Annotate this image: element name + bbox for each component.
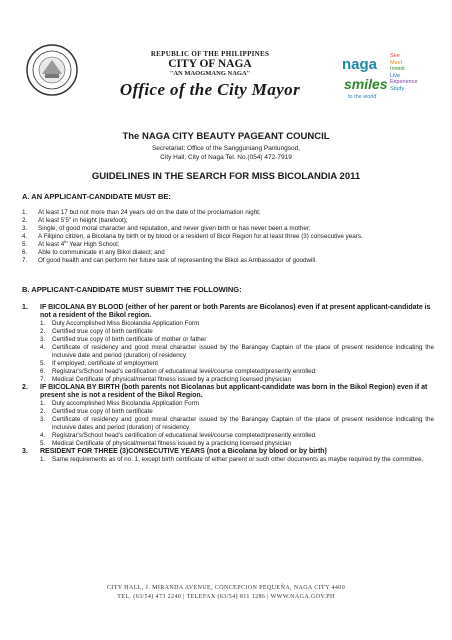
footer-contact: TEL. (63/54) 473 2240 | TELEFAX (63/54) 811 1286 | WWW.NAGA.GOV.PH	[117, 594, 335, 600]
republic-line: REPUBLIC OF THE PHILIPPINES	[150, 50, 270, 58]
list-item: 1. At least 17 but not more than 24 years old on the date of the proclamation night;	[22, 209, 261, 216]
logo-word: See	[390, 53, 400, 59]
footer-address: CITY HALL, J. MIRANDA AVENUE, CONCEPCION PEQUEÑA, NAGA CITY 4400	[106, 585, 346, 591]
section-b-list	[22, 304, 434, 464]
council-address: City Hall, City of Naga Tel. No.(054) 472-7919	[160, 154, 292, 161]
group-title: IF BICOLANA BY BLOOD (either of her parent or both Parents are Bicolanos) even if at present applicant-candidate is not a resident of the Bikol region.	[40, 304, 431, 320]
section-b-heading: B. APPLICANT-CANDIDATE MUST SUBMIT THE FOLLOWING:	[22, 285, 242, 294]
list-item: 2. Certified true copy of birth certificate	[40, 407, 153, 415]
logo-tagline: to the world	[348, 94, 377, 100]
list-item: 5. Medical Certificate of physical/mental fitness issued by a practicing licensed physician	[40, 439, 292, 447]
list-item: 7. Medical Certificate of physical/mental fitness issued by a practicing licensed physician	[40, 375, 292, 383]
naga-smiles-logo	[342, 48, 432, 106]
list-item: 3. Certificate of residency and good moral character issued by the Barangay Captain of the place of present residence indicating the inclusive dates and period (duration) of residency	[40, 415, 434, 431]
list-item: 3. Single, of good moral character and reputation, and never given birth or has never been a mother;	[22, 225, 311, 232]
office-title: Office of the City Mayor	[119, 80, 301, 99]
city-name: CITY OF NAGA	[168, 58, 252, 70]
list-item: 6. Registrar's/School head's certification of educational level/course completed/presently enrolled;	[40, 367, 317, 375]
logo-smiles: smiles	[344, 76, 388, 92]
list-item: 6. Able to communicate in any Bikol dialect; and	[22, 249, 165, 256]
city-seal-icon	[26, 44, 78, 96]
list-item: 3. Certified true copy of birth certificate of mother or father	[40, 336, 207, 344]
city-motto: "AN MAOGMANG NAGA"	[169, 70, 251, 77]
guidelines-title: GUIDELINES IN THE SEARCH FOR MISS BICOLANDIA 2011	[91, 171, 361, 182]
list-item: 4. Certificate of residency and good moral character issued by the Barangay Captain of the place of present residence indicating the inclusive date and period (duration) of residency	[40, 344, 434, 360]
list-item: 5. If employed, certificate of employment	[40, 359, 159, 367]
section-a-list	[22, 209, 434, 265]
letterhead	[100, 50, 320, 100]
logo-word: Live	[390, 72, 401, 79]
logo-brand: naga	[342, 56, 378, 73]
logo-word: Meet	[390, 59, 403, 66]
section-a-heading: A. AN APPLICANT-CANDIDATE MUST BE:	[22, 192, 171, 201]
logo-word: Invest	[390, 66, 405, 72]
list-item: 4. Registrar's/School head's certification of educational level/course completed/presently enrolled	[40, 431, 316, 439]
group-title: RESIDENT FOR THREE (3)CONSECUTIVE YEARS (not a Bicolana by blood or by birth)	[40, 447, 327, 455]
group-title: IF BICOLANA BY BIRTH (both parents not Bicolanas but applicant-candidate was born in the Bikol Region) even if at present she is not a resident of the Bikol Region.	[40, 383, 428, 399]
list-item: 2. Certified true copy of birth certificate	[40, 328, 153, 336]
list-item: 2. At least 5'5" in height (barefoot);	[22, 217, 128, 224]
logo-word: Study	[390, 85, 405, 92]
list-item: 4. A Filipino citizen, a Bicolana by birth or by blood or a resident of Bicol Region for at least three (3) consecutive years.	[22, 233, 363, 240]
list-item: 1. Duly accomplished Miss Bicolandia Application Form	[40, 400, 199, 408]
council-secretariat: Secretariat: Office of the Sangguniang Panlungsod,	[151, 145, 301, 152]
list-item: 7. Of good health and can perform her future task of representing the Bikol as Ambassador of goodwill.	[22, 257, 317, 264]
requirement-group: 1. IF BICOLANA BY BLOOD (either of her parent or both Parents are Bicolanos) even if at present applicant-candidate is not a resident of the Bikol region. 1. Duly Accomplished Miss Bicolandia Application Form 2. Certified true copy of birth certificate 3. Certified true copy of birth certificate of mother or father 4. Certificate of residency and good moral character issued by the Barangay Captain of the place of present residence indicating the inclusive date and period (duration) of residency 5. If employed, certificate of employment 6. Registrar's/School head's certification of educational level/course completed/presently enrolled; 7. Medical Certificate of physical/mental fitness issued by a practicing licensed physician	[22, 304, 434, 383]
list-item: 1. Duly Accomplished Miss Bicolandia Application Form	[40, 320, 200, 328]
list-item: 5. At least 4th Year High School;	[22, 238, 120, 248]
logo-words	[390, 53, 418, 92]
requirement-group: 2. IF BICOLANA BY BIRTH (both parents not Bicolanas but applicant-candidate was born in the Bikol Region) even if at present she is not a resident of the Bikol Region. 1. Duly accomplished Miss Bicolandia Application Form 2. Certified true copy of birth certificate 3. Certificate of residency and good moral character issued by the Barangay Captain of the place of present residence indicating the inclusive dates and period (duration) of residency 4. Registrar's/School head's certification of educational level/course completed/presently enrolled 5. Medical Certificate of physical/mental fitness issued by a practicing licensed physician	[22, 383, 434, 447]
list-item: 1. Same requirements as of no. 1, except birth certificate of either parent or such other documents as maybe required by the committee.	[40, 455, 424, 463]
logo-word: Experience	[390, 79, 418, 85]
requirement-group: 3. RESIDENT FOR THREE (3)CONSECUTIVE YEARS (not a Bicolana by blood or by birth) 1. Same requirements as of no. 1, except birth certificate of either parent or such other documents as maybe required by the committee.	[22, 448, 434, 464]
council-title: The NAGA CITY BEAUTY PAGEANT COUNCIL	[122, 131, 330, 142]
